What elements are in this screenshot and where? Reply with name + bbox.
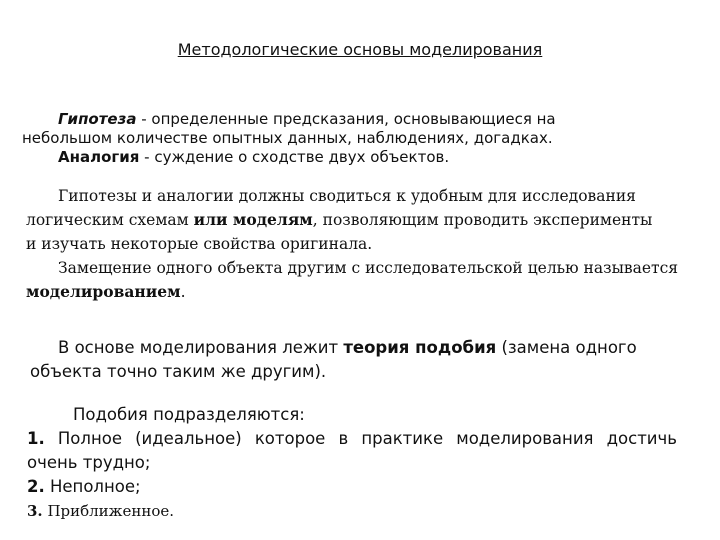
hypothesis-text-1: - определенные предсказания, основывающиеся на bbox=[136, 110, 556, 128]
p2-line-5-bold: моделированием bbox=[26, 282, 181, 301]
list-item-text: Приближенное. bbox=[42, 502, 175, 520]
analogy-line bbox=[58, 148, 449, 166]
p3-line-1 bbox=[30, 336, 637, 360]
page-title: Методологические основы моделирования bbox=[177, 40, 543, 59]
list-item-number: 1. bbox=[27, 429, 45, 448]
hypothesis-line-1 bbox=[58, 110, 556, 128]
p2-line-2-b: , позволяющим проводить эксперименты bbox=[312, 211, 653, 229]
p2-line-1: Гипотезы и аналогии должны сводиться к удобным для исследования bbox=[58, 187, 636, 205]
p2-line-2-a: логическим схемам bbox=[26, 211, 194, 229]
p2-line-4: Замещение одного объекта другим с исследовательской целью называется bbox=[58, 259, 679, 277]
analogy-term: Аналогия bbox=[58, 148, 140, 166]
list-item-text: Полное (идеальное) которое в практике моделирования достичь bbox=[44, 429, 677, 448]
analogy-text: - суждение о сходстве двух объектов. bbox=[139, 148, 450, 166]
paragraph-hypotheses bbox=[26, 184, 678, 304]
similarity-heading: Подобия подразделяются: bbox=[73, 405, 305, 424]
list-item bbox=[27, 451, 677, 475]
list-item-text: Неполное; bbox=[44, 477, 141, 496]
p3-line-1-a: В основе моделирования лежит bbox=[58, 338, 344, 357]
list-item bbox=[27, 499, 677, 523]
p3-line-1-b: (замена одного bbox=[496, 338, 637, 357]
p2-line-5-end: . bbox=[180, 283, 186, 301]
list-item-number: 3. bbox=[27, 502, 43, 520]
list-item bbox=[27, 427, 677, 451]
p2-line-2-bold: или моделям bbox=[193, 210, 313, 229]
hypothesis-text-2: небольшом количестве опытных данных, наблюдениях, догадках. bbox=[22, 129, 553, 147]
p2-line-2 bbox=[26, 208, 678, 232]
similarity-list bbox=[27, 403, 677, 523]
paragraph-similarity-theory bbox=[30, 336, 637, 384]
hypothesis-term: Гипотеза bbox=[58, 110, 137, 128]
p3-line-1-bold: теория подобия bbox=[343, 338, 497, 357]
p2-line-3: и изучать некоторые свойства оригинала. bbox=[26, 235, 373, 253]
p3-line-2: объекта точно таким же другим). bbox=[30, 362, 327, 381]
list-item bbox=[27, 475, 677, 499]
list-item-number: 2. bbox=[27, 477, 45, 496]
list-item-text: очень трудно; bbox=[27, 453, 151, 472]
p2-line-5 bbox=[26, 280, 678, 304]
